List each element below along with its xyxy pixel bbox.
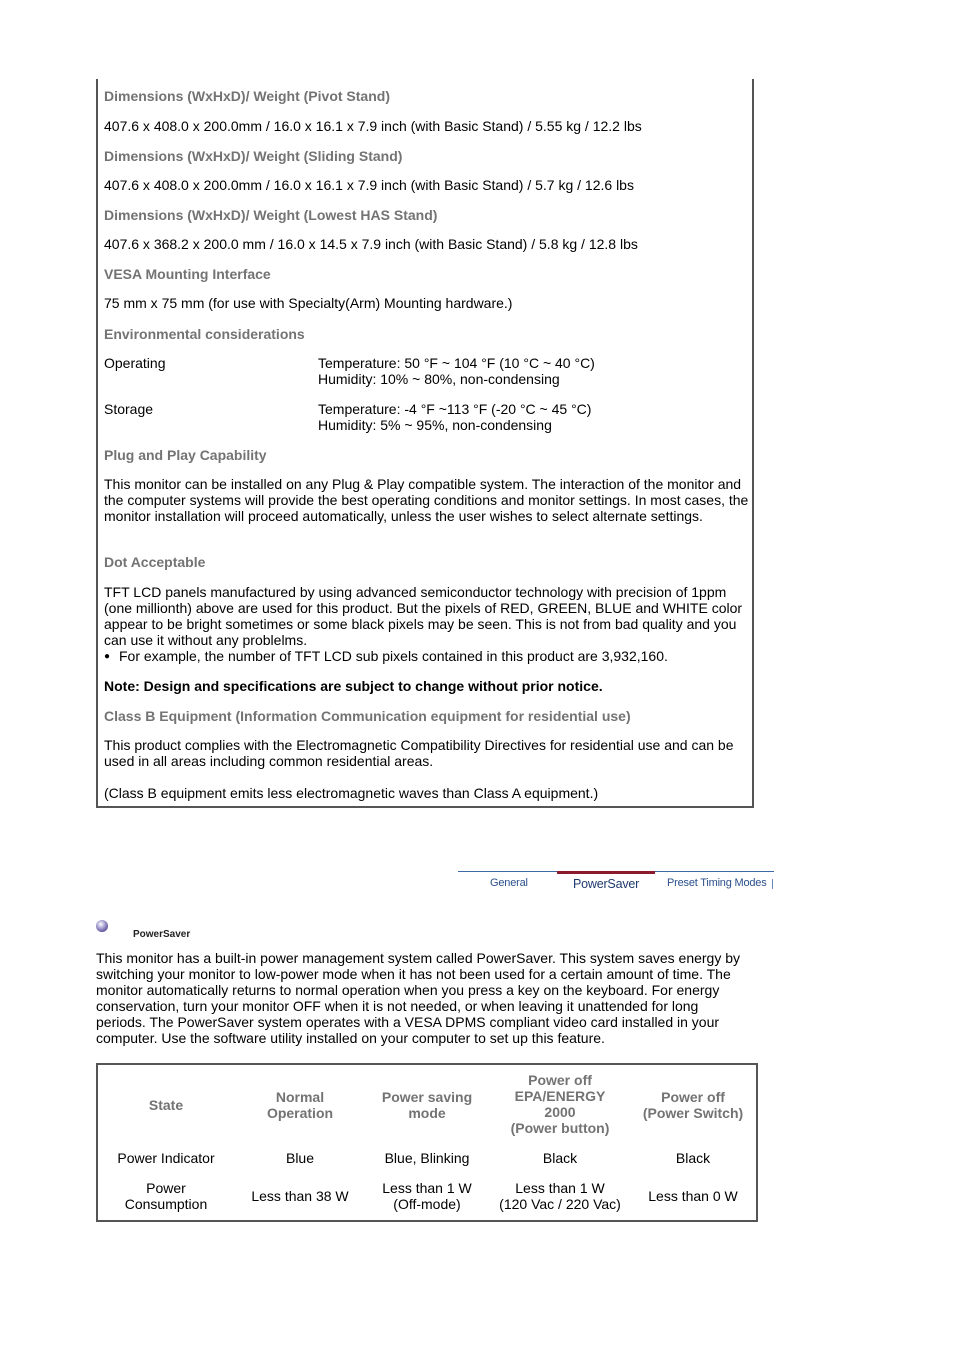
- cell-line: Less than 0 W: [648, 1188, 738, 1204]
- table-cell: [366, 1180, 488, 1212]
- plug-and-play-text: This monitor can be installed on any Plug & Play compatible system. The interaction of the monitor and the computer systems will provide the best operating conditions and monitor settings. In most cases, the monitor installation will proceed automatically, unless the user wishes to select alternate settings.: [104, 476, 749, 524]
- specification-note: Note: Design and specifications are subject to change without prior notice.: [104, 678, 603, 694]
- table-cell: [632, 1150, 754, 1166]
- operating-temperature: Temperature: 50 °F ~ 104 °F (10 °C ~ 40 °C): [318, 355, 595, 371]
- dot-acceptable-heading: Dot Acceptable: [104, 554, 206, 570]
- table-header-power-off-switch: [632, 1089, 754, 1121]
- table-cell: [234, 1150, 366, 1166]
- header-line: State: [148, 1097, 184, 1113]
- dot-acceptable-bullet: For example, the number of TFT LCD sub pixels contained in this product are 3,932,160.: [119, 648, 668, 664]
- cell-line: Less than 1 W: [515, 1180, 605, 1196]
- tab-powersaver[interactable]: PowerSaver: [573, 877, 640, 891]
- header-line: Operation: [266, 1105, 334, 1121]
- class-b-heading: Class B Equipment (Information Communication equipment for residential use): [104, 708, 631, 724]
- cell-line: (120 Vac / 220 Vac): [499, 1196, 621, 1212]
- has-stand-heading: Dimensions (WxHxD)/ Weight (Lowest HAS Stand): [104, 207, 438, 223]
- header-line: Normal: [275, 1089, 325, 1105]
- tab-divider: [772, 879, 773, 889]
- storage-temperature: Temperature: -4 °F ~113 °F (-20 °C ~ 45 °C): [318, 401, 592, 417]
- table-cell: [366, 1150, 488, 1166]
- storage-humidity: Humidity: 5% ~ 95%, non-condensing: [318, 417, 552, 433]
- pivot-stand-value: 407.6 x 408.0 x 200.0mm / 16.0 x 16.1 x 7.9 inch (with Basic Stand) / 5.55 kg / 12.2 lbs: [104, 118, 642, 134]
- table-row-power-indicator-label: [98, 1150, 234, 1166]
- bullet-icon: ●: [104, 651, 111, 662]
- vesa-heading: VESA Mounting Interface: [104, 266, 271, 282]
- class-b-note: (Class B equipment emits less electromagnetic waves than Class A equipment.): [104, 785, 599, 801]
- powersaver-title: PowerSaver: [133, 929, 191, 940]
- header-line: EPA/ENERGY: [514, 1088, 606, 1104]
- bullet-orb-icon: [96, 920, 108, 932]
- cell-line: Consumption: [124, 1196, 208, 1212]
- cell-line: Blue: [285, 1150, 315, 1166]
- table-cell: [632, 1188, 754, 1204]
- table-header-power-off-epa: [488, 1072, 632, 1136]
- dot-acceptable-text: TFT LCD panels manufactured by using advanced semiconductor technology with precision of 1ppm (one millionth) above are used for this product. But the pixels of RED, GREEN, BLUE and WHITE color appear to be bright sometimes or some black pixels may be seen. This is not from bad quality and you can use it without any problelms.: [104, 584, 743, 648]
- cell-line: Less than 38 W: [251, 1188, 349, 1204]
- header-line: mode: [408, 1105, 446, 1121]
- cell-line: Power Indicator: [117, 1150, 215, 1166]
- section-tabs: [458, 871, 774, 891]
- cell-line: Black: [675, 1150, 711, 1166]
- cell-line: Less than 1 W: [382, 1180, 472, 1196]
- class-b-text: This product complies with the Electromagnetic Compatibility Directives for residential use and can be used in all areas including common residential areas.: [104, 737, 734, 769]
- operating-humidity: Humidity: 10% ~ 80%, non-condensing: [318, 371, 560, 387]
- header-line: Power off: [661, 1089, 725, 1105]
- storage-label: Storage: [104, 401, 154, 417]
- cell-line: Power: [146, 1180, 186, 1196]
- pivot-stand-heading: Dimensions (WxHxD)/ Weight (Pivot Stand): [104, 88, 390, 104]
- plug-and-play-heading: Plug and Play Capability: [104, 447, 267, 463]
- table-row-power-consumption-label: [98, 1180, 234, 1212]
- cell-line: Black: [542, 1150, 578, 1166]
- sliding-stand-heading: Dimensions (WxHxD)/ Weight (Sliding Stand): [104, 148, 403, 164]
- header-line: (Power Switch): [642, 1105, 744, 1121]
- vesa-value: 75 mm x 75 mm (for use with Specialty(Arm) Mounting hardware.): [104, 295, 513, 311]
- active-tab-indicator: [557, 871, 655, 874]
- table-cell: [234, 1188, 366, 1204]
- tab-preset-timing-modes[interactable]: Preset Timing Modes: [667, 877, 767, 889]
- header-line: (Power button): [510, 1120, 610, 1136]
- cell-line: (Off-mode): [393, 1196, 461, 1212]
- environment-heading: Environmental considerations: [104, 326, 305, 342]
- table-cell: [488, 1150, 632, 1166]
- header-line: 2000: [544, 1104, 576, 1120]
- table-header-power-saving: [366, 1089, 488, 1121]
- sliding-stand-value: 407.6 x 408.0 x 200.0mm / 16.0 x 16.1 x 7.9 inch (with Basic Stand) / 5.7 kg / 12.6 lbs: [104, 177, 634, 193]
- header-line: Power saving: [381, 1089, 473, 1105]
- powersaver-description: This monitor has a built-in power management system called PowerSaver. This system saves energy by switching your monitor to low-power mode when it has not been used for a certain amount of time. The monitor automatically returns to normal operation when you press a key on the keyboard. For energy conservation, turn your monitor OFF when it is not needed, or when leaving it unattended for long periods. The PowerSaver system operates with a VESA DPMS compliant video card installed in your computer. Use the software utility installed on your computer to set up this feature.: [96, 950, 741, 1046]
- table-header-state: [98, 1097, 234, 1113]
- cell-line: Blue, Blinking: [384, 1150, 470, 1166]
- table-header-normal: [234, 1089, 366, 1121]
- header-line: Power off: [528, 1072, 592, 1088]
- table-cell: [488, 1180, 632, 1212]
- operating-label: Operating: [104, 355, 166, 371]
- tab-general[interactable]: General: [490, 877, 528, 889]
- has-stand-value: 407.6 x 368.2 x 200.0 mm / 16.0 x 14.5 x 7.9 inch (with Basic Stand) / 5.8 kg / 12.8 lbs: [104, 236, 638, 252]
